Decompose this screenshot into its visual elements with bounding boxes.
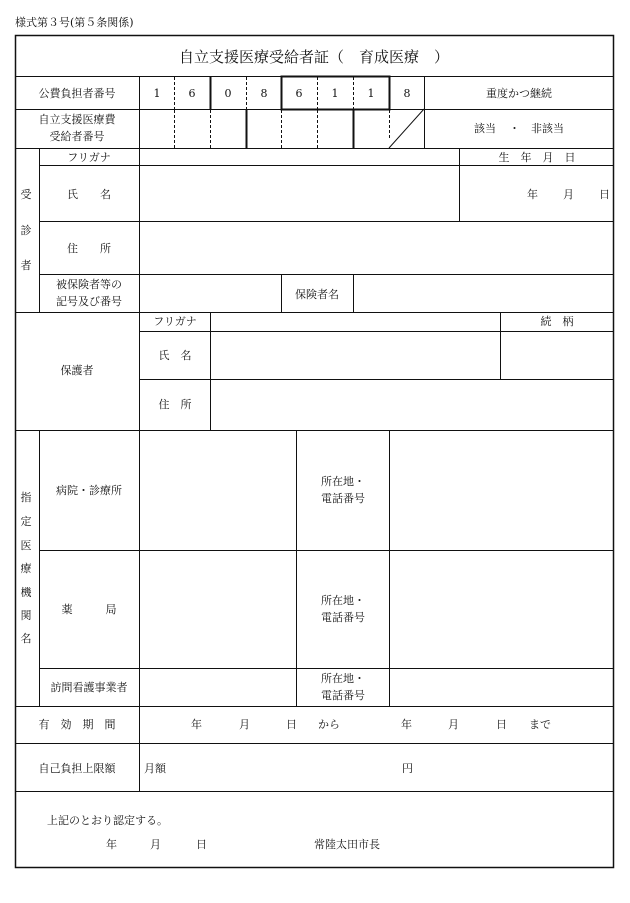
validity-from-label: から: [318, 718, 340, 731]
home-nursing-label: 訪問看護事業者: [50, 681, 128, 694]
patient-address-label: 住 所: [67, 242, 111, 255]
pharmacy-location-line2: 電話番号: [321, 611, 365, 624]
validity-from-year: 年: [191, 718, 202, 731]
relation-label: 続 柄: [540, 315, 574, 328]
form-title: 自立支援医療受給者証（ 育成医療 ）: [178, 48, 450, 66]
guardian-furigana-label: フリガナ: [153, 315, 197, 328]
birthdate-day: 日: [599, 188, 610, 201]
hospital-location-line1: 所在地・: [321, 475, 365, 488]
nursing-location-line2: 電話番号: [321, 689, 365, 702]
birthdate-header: 生 年 月 日: [498, 151, 576, 164]
not-applicable-label: 非該当: [531, 122, 564, 135]
certification-statement: 上記のとおり認定する。: [47, 814, 168, 827]
patient-side-char-2: 診: [20, 224, 32, 237]
institution-side-char-4: 療: [20, 562, 32, 575]
institution-side-char-7: 名: [20, 632, 32, 645]
certification-day: 日: [196, 838, 207, 851]
pharmacy-location-line1: 所在地・: [321, 594, 365, 607]
institution-side-char-5: 機: [20, 586, 32, 599]
public-burden-digit-1: 1: [153, 87, 161, 100]
separator-dot: ・: [509, 122, 520, 135]
certification-year: 年: [106, 838, 117, 851]
public-burden-digit-4: 8: [260, 87, 268, 100]
public-burden-digit-2: 6: [188, 87, 196, 100]
burden-limit-label: 自己負担上限額: [38, 762, 116, 775]
monthly-amount-label: 月額: [144, 762, 166, 775]
institution-side-char-3: 医: [20, 539, 32, 552]
public-burden-label: 公費負担者番号: [38, 87, 116, 100]
validity-to-month: 月: [448, 718, 459, 731]
public-burden-digit-8: 8: [403, 87, 411, 100]
nursing-location-line1: 所在地・: [321, 672, 365, 685]
patient-furigana-label: フリガナ: [67, 151, 111, 164]
insured-label-line1: 被保険者等の: [56, 278, 122, 291]
insurer-name-label: 保険者名: [295, 288, 339, 301]
public-burden-digit-3: 0: [224, 87, 232, 100]
pharmacy-label: 薬 局: [61, 603, 117, 616]
institution-side-char-2: 定: [20, 515, 32, 528]
birthdate-year: 年: [527, 188, 538, 201]
patient-side-char-3: 者: [20, 259, 32, 272]
validity-to-day: 日: [496, 718, 507, 731]
recipient-label-line1: 自立支援医療費: [38, 113, 116, 126]
hospital-clinic-label: 病院・診療所: [56, 484, 122, 497]
insured-label-line2: 記号及び番号: [56, 295, 122, 308]
certification-month: 月: [150, 838, 161, 851]
birthdate-month: 月: [563, 188, 574, 201]
validity-label: 有 効 期 間: [38, 718, 116, 731]
severe-continuous-label: 重度かつ継続: [486, 87, 552, 100]
guardian-address-label: 住 所: [158, 398, 192, 411]
institution-side-char-1: 指: [20, 491, 32, 504]
validity-to-label: まで: [529, 718, 551, 731]
guardian-section-label: 保護者: [60, 364, 94, 377]
applicable-label: 該当: [474, 122, 496, 135]
hospital-location-line2: 電話番号: [321, 492, 365, 505]
public-burden-digit-6: 1: [331, 87, 339, 100]
form-number: 様式第３号(第５条関係): [15, 16, 134, 29]
validity-from-day: 日: [286, 718, 297, 731]
yen-unit: 円: [402, 762, 413, 775]
patient-name-label: 氏 名: [67, 188, 111, 201]
issuer-mayor: 常陸太田市長: [314, 838, 380, 851]
public-burden-digit-7: 1: [367, 87, 375, 100]
validity-to-year: 年: [401, 718, 412, 731]
patient-side-char-1: 受: [20, 188, 32, 201]
public-burden-digit-5: 6: [295, 87, 303, 100]
guardian-name-label: 氏 名: [158, 349, 192, 362]
recipient-label-line2: 受給者番号: [49, 130, 105, 143]
validity-from-month: 月: [239, 718, 250, 731]
institution-side-char-6: 関: [20, 609, 32, 622]
